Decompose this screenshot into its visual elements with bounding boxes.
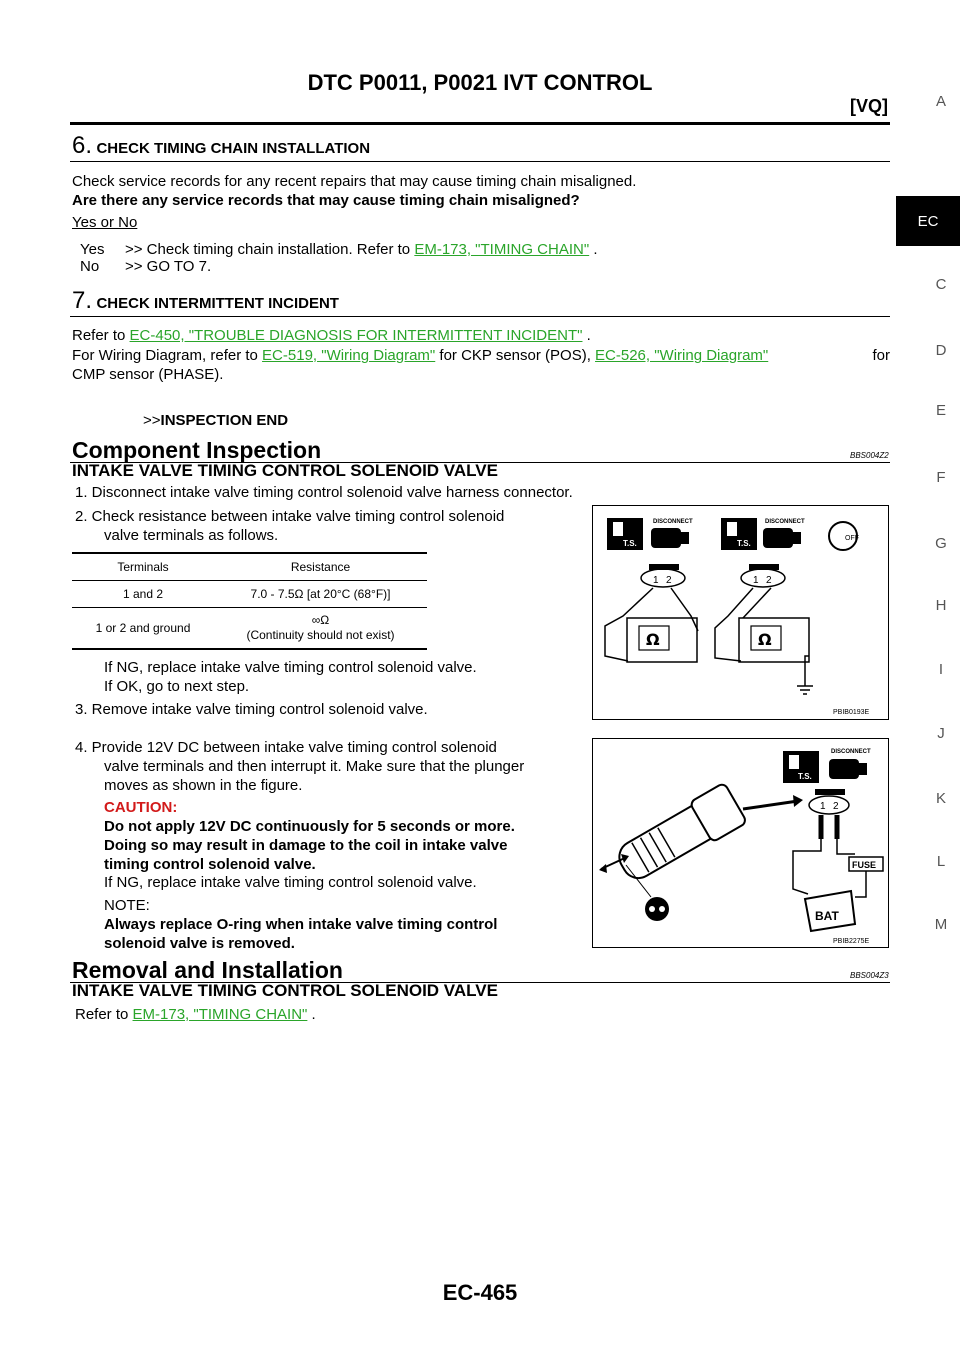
fig2-pin2: 2 [833,801,839,812]
component-subheading: INTAKE VALVE TIMING CONTROL SOLENOID VALVE [72,461,498,480]
component-item3: 3. Remove intake valve timing control solenoid valve. [75,701,428,718]
resistance-table [72,552,427,650]
fig2-pin1: 1 [820,801,826,812]
side-tab-l[interactable]: L [936,853,946,870]
component-ok-text: If OK, go to next step. [104,678,250,695]
step7-wiring-text2: for CKP sensor (POS), [439,347,591,364]
side-tab-ec-active[interactable]: EC [896,196,960,246]
removal-subheading: INTAKE VALVE TIMING CONTROL SOLENOID VALVE [72,981,498,1000]
caution-line1: Do not apply 12V DC continuously for 5 seconds or more. [104,818,515,835]
step7-number: 7. [72,287,93,314]
side-tab-f[interactable]: F [936,469,946,486]
component-item2-line1: 2. Check resistance between intake valve timing control solenoid [75,508,505,525]
header-rule [70,122,890,125]
side-tab-g[interactable]: G [935,535,947,552]
disconnect-label-3: DISCONNECT [831,749,871,755]
side-tab-i[interactable]: I [938,661,944,678]
component-ng-text: If NG, replace intake valve timing control solenoid valve. [104,659,477,676]
step7-end-prefix: >> [143,412,161,429]
figure-code-1: PBIB0193E [833,709,870,716]
note-line1: Always replace O-ring when intake valve timing control [104,916,498,933]
bat-label: BAT [815,909,839,923]
table-cell-line: (Continuity should not exist) [246,628,395,642]
removal-code: BBS004Z3 [850,971,889,980]
component-inspection-code: BBS004Z2 [850,451,889,460]
component-ng2-text: If NG, replace intake valve timing control solenoid valve. [104,874,477,891]
note-line2: solenoid valve is removed. [104,935,295,952]
step7-wiring-row [72,346,890,365]
disconnect-label-2: DISCONNECT [765,519,805,525]
removal-heading: Removal and Installation [72,957,343,983]
component-item4-line3: moves as shown in the figure. [104,777,303,794]
ts-label-2: T.S. [737,539,751,548]
step6-yes-label: Yes [80,241,105,258]
step7-rule [70,316,890,317]
page-number: EC-465 [442,1280,518,1305]
table-row [72,608,427,648]
ohm-symbol-2: Ω [758,630,772,649]
figure-resistance-check [592,505,889,720]
link-em-173-timing-chain[interactable]: EM-173, "TIMING CHAIN" [414,241,590,258]
step6-title: CHECK TIMING CHAIN INSTALLATION [96,140,371,157]
component-item4-line2: valve terminals and then interrupt it. Make sure that the plunger [104,758,525,775]
fuse-label: FUSE [852,860,877,870]
table-cell-line: ∞Ω [311,613,330,627]
link-em-173-timing-chain-2[interactable]: EM-173, "TIMING CHAIN" [132,1006,308,1023]
side-tab-k[interactable]: K [935,790,947,807]
component-item2-line2: valve terminals as follows. [104,527,279,544]
side-tab-e[interactable]: E [935,402,947,419]
side-tab-m[interactable]: M [934,916,948,933]
step7-refer-end: . [586,327,591,344]
fig1-pin1-a: 1 [653,575,659,586]
table-row [72,581,427,607]
step6-yes-end: . [593,241,598,258]
removal-refer-row [75,1005,316,1024]
disconnect-label-1: DISCONNECT [653,519,693,525]
link-ec-519-wiring-diagram[interactable]: EC-519, "Wiring Diagram" [262,347,436,364]
ts-label-1: T.S. [623,539,637,548]
caution-line2: Doing so may result in damage to the coil in intake valve [104,837,508,854]
page-title: DTC P0011, P0021 IVT CONTROL [307,70,653,95]
step6-number: 6. [72,132,93,159]
engine-variant: [VQ] [850,96,888,116]
step6-yes-or-no: Yes or No [72,214,138,231]
step6-heading [72,132,370,160]
step7-end [143,411,288,430]
figure-plunger-check [592,738,889,948]
note-label: NOTE: [104,897,150,914]
side-tab-c[interactable]: C [935,276,947,293]
side-tab-a[interactable]: A [935,93,947,110]
table-header-resistance: Resistance [290,560,351,574]
step6-no-label: No [80,258,100,275]
step6-question: Are there any service records that may cause timing chain misaligned? [72,192,580,209]
table-cell: 1 or 2 and ground [95,621,191,635]
step7-wiring-text1: For Wiring Diagram, refer to [72,347,258,364]
step7-end-text: INSPECTION END [160,412,289,429]
step7-refer-row [72,326,591,345]
step7-heading [72,287,339,315]
side-tab-h[interactable]: H [935,597,947,614]
step7-refer-text: Refer to [72,327,126,344]
step6-yes-text: >> Check timing chain installation. Refer to [125,241,411,258]
caution-label: CAUTION: [104,799,178,816]
link-ec-450-intermittent-incident[interactable]: EC-450, "TROUBLE DIAGNOSIS FOR INTERMITTENT INCIDENT" [129,327,583,344]
side-tab-j[interactable]: J [937,725,945,742]
removal-refer-end: . [311,1006,316,1023]
component-item1: 1. Disconnect intake valve timing control solenoid valve harness connector. [75,484,573,501]
component-inspection-heading: Component Inspection [72,437,322,463]
fig1-pin2-b: 2 [766,575,772,586]
step6-text: Check service records for any recent repairs that may cause timing chain misaligned. [72,173,637,190]
step7-wiring-text3: for [872,347,890,364]
figure-code-2: PBIB2275E [833,938,870,945]
side-tab-d[interactable]: D [935,342,947,359]
off-label: OFF [845,535,859,542]
fig1-pin1-b: 1 [753,575,759,586]
table-cell: 1 and 2 [122,587,164,601]
caution-line3: timing control solenoid valve. [104,856,316,873]
fig1-pin2-a: 2 [666,575,672,586]
step6-no-text: >> GO TO 7. [125,258,212,275]
link-ec-526-wiring-diagram[interactable]: EC-526, "Wiring Diagram" [595,347,769,364]
step7-wiring-text4: CMP sensor (PHASE). [72,366,224,383]
ohm-symbol-1: Ω [646,630,660,649]
table-cell [214,613,427,643]
table-cell: 7.0 - 7.5Ω [at 20°C (68°F)] [250,587,391,601]
table-header-terminals: Terminals [117,560,169,574]
ts-label-3: T.S. [798,772,812,781]
component-item4-line1: 4. Provide 12V DC between intake valve timing control solenoid [75,739,497,756]
step7-title: CHECK INTERMITTENT INCIDENT [96,295,339,312]
removal-refer-text: Refer to [75,1006,129,1023]
step6-rule [70,161,890,162]
